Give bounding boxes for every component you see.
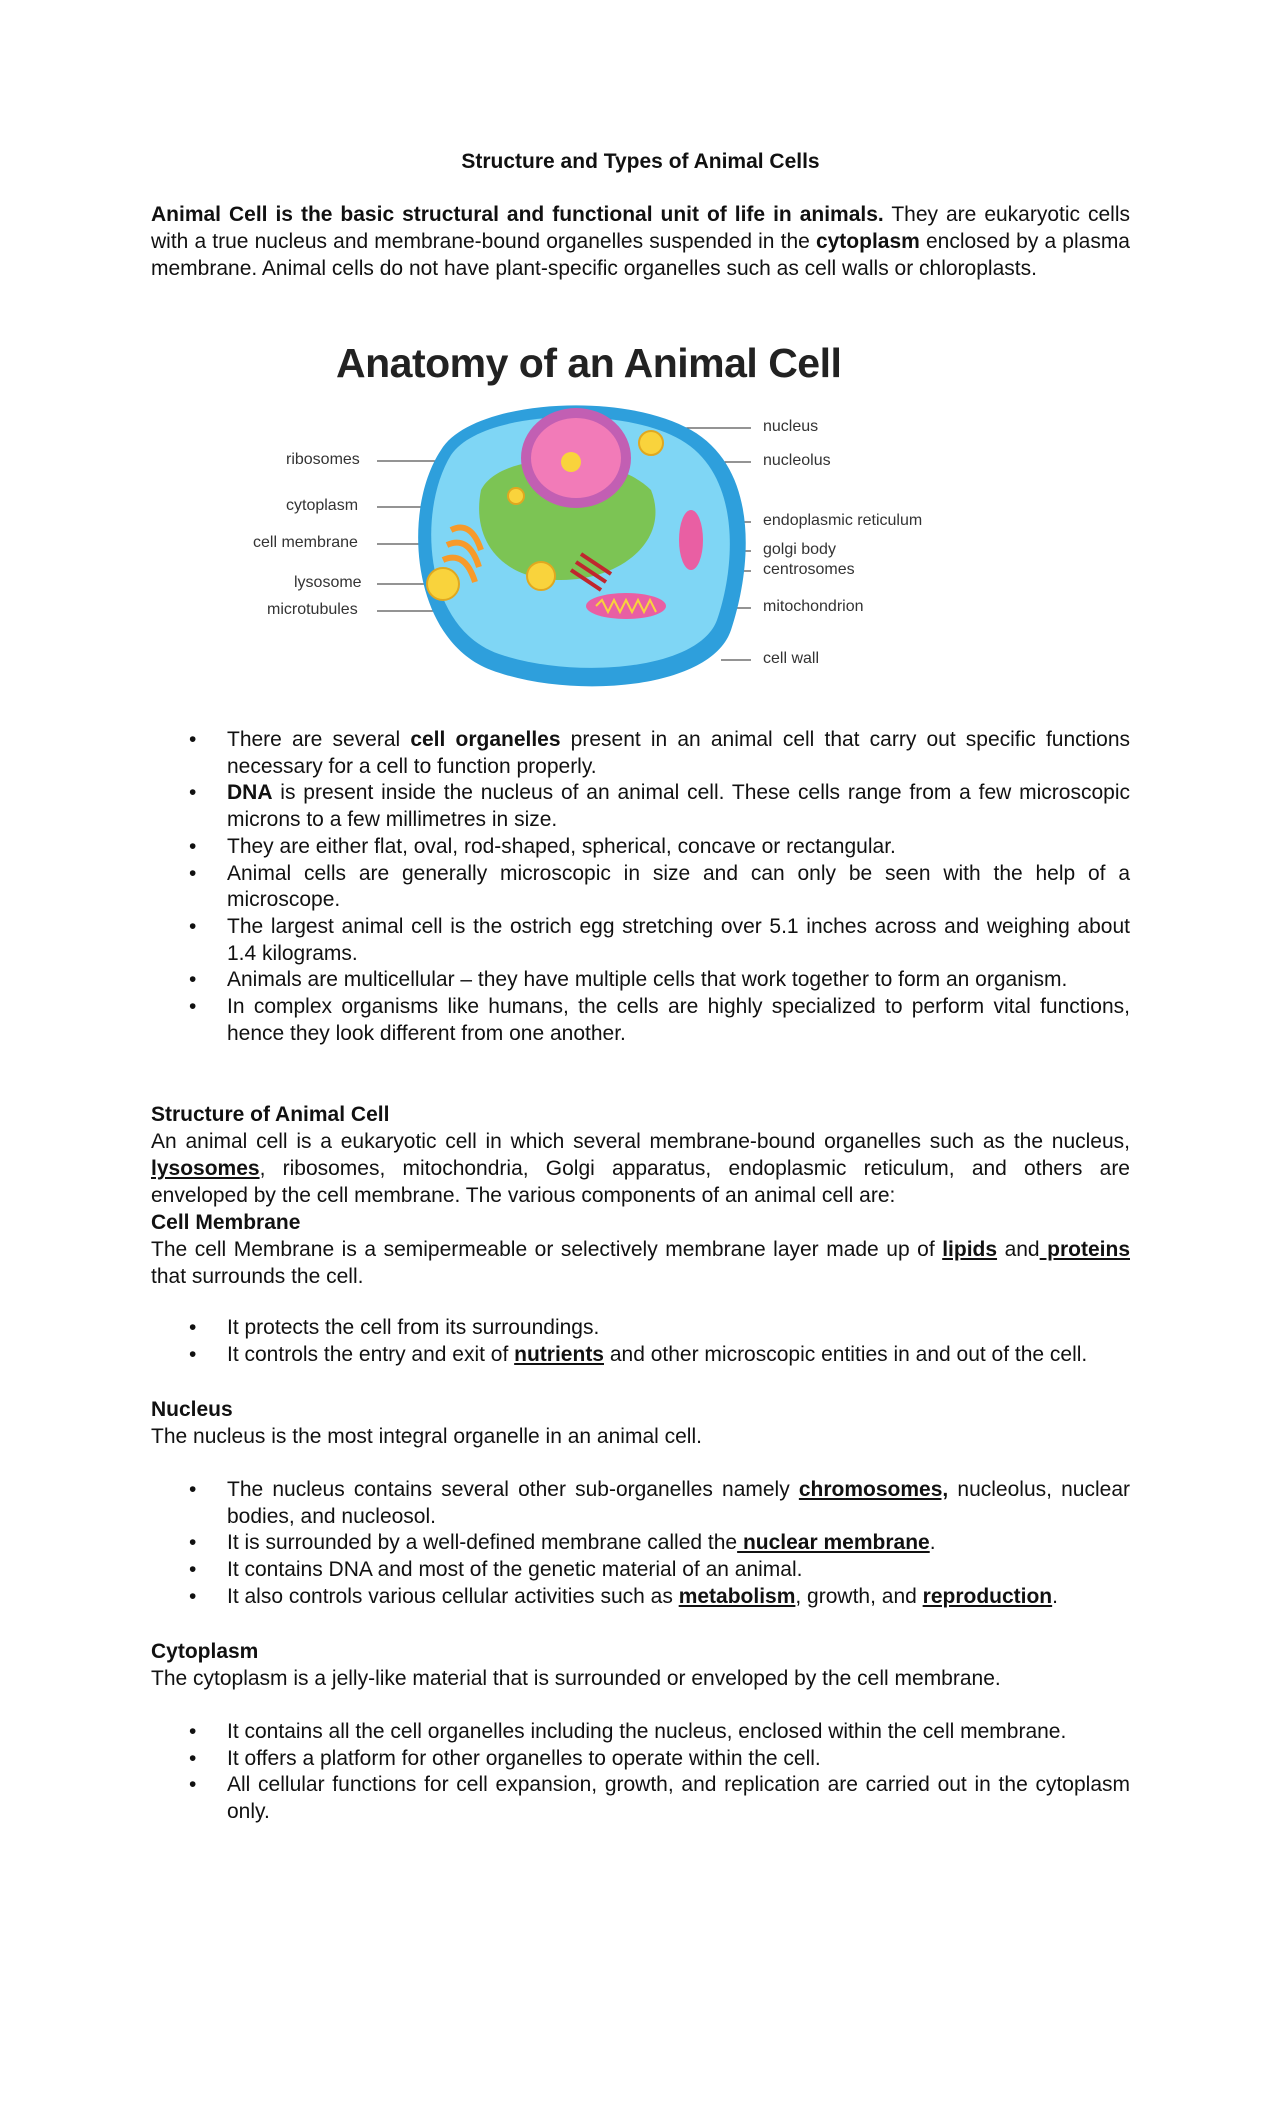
label-nucleus: nucleus — [763, 418, 819, 435]
label-microtubules: microtubules — [267, 601, 358, 618]
list-item: • DNA is present inside the nucleus of an animal cell. These cells range from a few microscopic microns to a few millimetres in size. — [151, 780, 1130, 833]
nucleus-paragraph: The nucleus is the most integral organelle in an animal cell. — [151, 1425, 702, 1448]
lipids-link[interactable]: lipids — [942, 1238, 998, 1261]
nucleus-heading: Nucleus — [151, 1398, 233, 1421]
list-item: • It is surrounded by a well-defined membrane called the nuclear membrane. — [151, 1530, 1130, 1557]
list-item: • It controls the entry and exit of nutrients and other microscopic entities in and out of the cell. — [151, 1342, 1130, 1369]
intro-paragraph — [151, 201, 1130, 282]
intro-text-2: enclosed by a plasma membrane. Animal cells do not have plant-specific organelles such as cell walls or chloroplasts. — [151, 230, 1130, 280]
cytoplasm-list — [151, 1719, 1130, 1826]
cell-facts-list — [151, 727, 1130, 1047]
label-cell-wall: cell wall — [763, 650, 820, 667]
list-item: • In complex organisms like humans, the cells are highly specialized to perform vital functions, hence they look different from one another. — [151, 994, 1130, 1047]
list-item: • It protects the cell from its surroundings. — [151, 1315, 1130, 1342]
list-item: • The largest animal cell is the ostrich egg stretching over 5.1 inches across and weighing about 1.4 kilograms. — [151, 914, 1130, 967]
structure-text-2: , ribosomes, mitochondria, Golgi apparatus, endoplasmic reticulum, and others are enveloped by the cell membrane. The various components of an animal cell are: — [151, 1157, 1130, 1207]
lysosome-shape-4 — [508, 488, 524, 504]
membrane-text-2: and — [997, 1238, 1040, 1261]
nutrients-link[interactable]: nutrients — [514, 1342, 604, 1366]
label-nucleolus: nucleolus — [763, 452, 831, 469]
page-title: Structure and Types of Animal Cells — [461, 150, 820, 173]
nucleus-list — [151, 1477, 1130, 1611]
figure-title: Anatomy of an Animal Cell — [336, 340, 842, 386]
membrane-text-3: that surrounds the cell. — [151, 1265, 364, 1288]
nuclear-membrane-link[interactable]: nuclear membrane — [737, 1531, 930, 1555]
cell-diagram — [151, 340, 1130, 700]
cell-membrane-heading: Cell Membrane — [151, 1211, 301, 1234]
list-item: • Animal cells are generally microscopic in size and can only be seen with the help of a microscope. — [151, 861, 1130, 914]
cytoplasm-heading: Cytoplasm — [151, 1640, 259, 1663]
label-cell-membrane: cell membrane — [253, 534, 358, 551]
intro-bold-cytoplasm: cytoplasm — [815, 230, 920, 253]
list-item: • It contains all the cell organelles including the nucleus, enclosed within the cell membrane. — [151, 1719, 1130, 1746]
cytoplasm-paragraph: The cytoplasm is a jelly-like material that is surrounded or enveloped by the cell membrane. — [151, 1667, 1001, 1690]
structure-paragraph — [151, 1128, 1130, 1209]
membrane-text-1: The cell Membrane is a semipermeable or selectively membrane layer made up of — [151, 1238, 943, 1261]
label-centrosomes: centrosomes — [763, 561, 855, 578]
reproduction-link[interactable]: reproduction — [922, 1584, 1053, 1608]
list-item: • It also controls various cellular activities such as metabolism, growth, and reproduction. — [151, 1584, 1130, 1611]
list-item: • There are several cell organelles present in an animal cell that carry out specific functions necessary for a cell to function properly. — [151, 727, 1130, 780]
cell-membrane-paragraph — [151, 1236, 1130, 1290]
list-item: • The nucleus contains several other sub-organelles namely chromosomes, nucleolus, nuclear bodies, and nucleosol. — [151, 1477, 1130, 1530]
mitochondrion-shape-2 — [679, 510, 703, 570]
list-item: • All cellular functions for cell expansion, growth, and replication are carried out in the cytoplasm only. — [151, 1772, 1130, 1825]
nucleus-section — [151, 1396, 1130, 1450]
list-item: • They are either flat, oval, rod-shaped, spherical, concave or rectangular. — [151, 834, 1130, 861]
intro-text-1: They are eukaryotic cells with a true nucleus and membrane-bound organelles suspended in the — [151, 203, 1131, 253]
label-cytoplasm: cytoplasm — [286, 497, 359, 514]
lysosome-shape-3 — [639, 431, 663, 455]
label-golgi-body: golgi body — [763, 541, 836, 558]
cytoplasm-section — [151, 1638, 1130, 1692]
lysosome-shape-2 — [527, 562, 555, 590]
metabolism-link[interactable]: metabolism — [678, 1584, 796, 1608]
lysosomes-link[interactable]: lysosomes — [151, 1157, 260, 1180]
structure-heading: Structure of Animal Cell — [151, 1103, 390, 1126]
nucleolus-shape — [561, 452, 581, 472]
membrane-list — [151, 1315, 1130, 1368]
intro-bold-lead: Animal Cell is the basic structural and functional unit of life in animals. — [151, 203, 884, 226]
label-lysosome: lysosome — [294, 574, 362, 591]
label-endoplasmic-reticulum: endoplasmic reticulum — [763, 512, 923, 529]
chromosomes-link[interactable]: chromosomes, — [798, 1478, 949, 1501]
list-item: • It offers a platform for other organelles to operate within the cell. — [151, 1746, 1130, 1773]
animal-cell-figure — [151, 340, 1130, 700]
label-mitochondrion: mitochondrion — [763, 598, 864, 615]
label-ribosomes: ribosomes — [286, 451, 360, 468]
list-item: • It contains DNA and most of the genetic material of an animal. — [151, 1557, 1130, 1584]
structure-text-1: An animal cell is a eukaryotic cell in which several membrane-bound organelles such as the nucleus, — [151, 1130, 1130, 1153]
proteins-link[interactable]: proteins — [1039, 1238, 1130, 1261]
structure-section — [151, 1101, 1130, 1290]
list-item: • Animals are multicellular – they have multiple cells that work together to form an organism. — [151, 967, 1130, 994]
lysosome-shape-1 — [427, 568, 459, 600]
